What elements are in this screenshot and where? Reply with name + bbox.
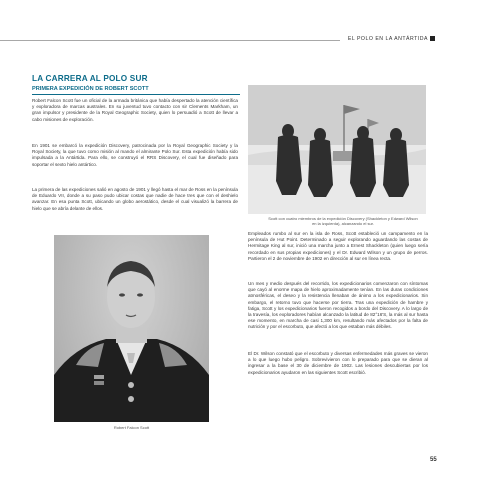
right-paragraph-3: El Dr. Wilson constató que el escorbuto y diversas enfermedades más graves se vieron a lo que luego hubo peligro. Sobrevivieron con lo preparado para que se dieran al ingresar a la base el 30 de diciembre de 1902. Las lesiones descubiertas por los expedicionarios ayudaron en las siguientes Scott escribió.	[248, 351, 428, 375]
expedition-group-illustration	[248, 85, 426, 214]
expedition-group-photo	[248, 85, 426, 214]
page-number: 55	[430, 457, 437, 463]
left-paragraph-2: En 1901 se embarcó la expedición Discovery, patrocinada por la Royal Geographic Society y la Royal Society, la que tuvo como misión al mando el almirante Polo Sur. Esta expedición había sido impulsada a la Antártida. Para ello, se construyó el RRS Discovery, el cual fue diseñado para soportar el sexto hielo antártico.	[32, 143, 238, 167]
right-paragraph-1: Empleados rumbo al sur en la isla de Ross, Scott estableció un campamento en la península de Hut Point. Determinado a seguir explorando aguardando las costas de Hermitage King al sur, inició una marcha junto a Ernest Shackleton (quien luego sería recordado en sus propias expediciones) y el Dr. Edward Wilson y un grupo de perros. Partieron el 2 de noviembre de 1902 en dirección al sur en línea recta.	[248, 231, 428, 261]
subtitle-rule	[32, 94, 240, 95]
header-square-mark	[430, 36, 435, 41]
header-rule	[0, 40, 340, 41]
left-paragraph-1: Robert Falcon Scott fue un oficial de la armada británica que había despertado la atención científica y exploradora de marcas australes. En su juventud tuvo contacto con sir Clements Markham, un gran impulsor y presidente de la Royal Geographic Society, quien lo persuadió a Scott de llevar a cabo misiones de exploración.	[32, 98, 238, 122]
right-paragraph-2: Un mes y medio después del recorrido, los expedicionarios comenzaron con síntomas que cayó al enorme mapa de hielo aproximadamente tenían. En las duras condiciones atmosféricas, el deseo y la resistencia llenaban de ánimo a los expedicionarios. Sin embargo, el retorno tuvo que hacerse por tierra. Tras una expedición de hambre y fatiga, Scott y los expedicionarios fueron recogidos a bordo del Discovery. A lo largo de la travesía, los exploradores habían alcanzado la latitud de 82°16'S, la más al sur hasta ese momento, en marcha de casi 1,300 km, resultando más afectados por la falta de nutrición y por el escorbuto, que afectó a los que estaban más débiles.	[248, 281, 428, 330]
portrait-caption: Robert Falcon Scott	[113, 425, 150, 430]
section-header: EL POLO EN LA ANTÁRTIDA	[347, 36, 428, 42]
article-subtitle: PRIMERA EXPEDICIÓN DE ROBERT SCOTT	[32, 86, 149, 92]
group-photo-caption: Scott con cuatro miembros de la expedición Discovery (Shackleton y Edward Wilson en la izquierda), alcanzando el sur.	[268, 216, 418, 226]
article-title: LA CARRERA AL POLO SUR	[32, 74, 148, 83]
left-paragraph-3: La primera de las expediciones salió en agosto de 1901 y llegó hasta el mar de Ross en la península de Eduardo VII, donde a su paso pudo ubicar costas que nadie de hace tres que con el deshielo avanzar. En esa punta Scott, ubicando un globo aerostático, desde el cual visualizó la barrera de hielo que se abría delante de ellos.	[32, 187, 238, 211]
scott-portrait-illustration	[54, 235, 209, 422]
scott-portrait-photo	[54, 235, 209, 422]
